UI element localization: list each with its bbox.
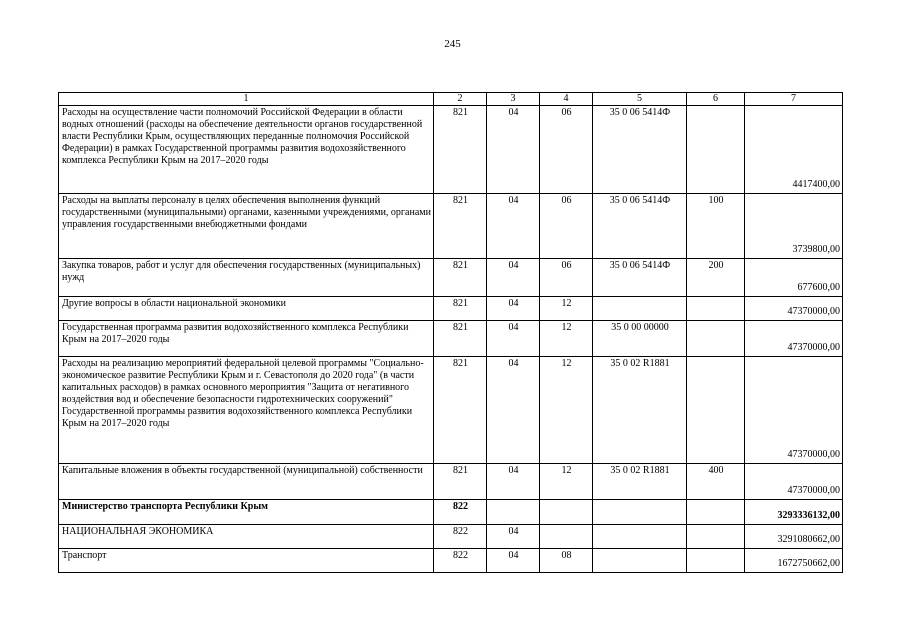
row-cell-2: 821 xyxy=(434,357,487,464)
row-cell-6: 200 xyxy=(687,259,745,297)
row-cell-3: 04 xyxy=(487,259,540,297)
row-cell-5 xyxy=(593,549,687,573)
header-cell-2: 2 xyxy=(434,93,487,106)
table-row xyxy=(59,259,843,297)
row-cell-6 xyxy=(687,297,745,321)
row-cell-4 xyxy=(540,525,593,549)
header-cell-1: 1 xyxy=(59,93,434,106)
row-cell-6 xyxy=(687,500,745,525)
budget-table xyxy=(58,92,843,573)
table-row xyxy=(59,106,843,194)
row-cell-5: 35 0 00 00000 xyxy=(593,321,687,357)
row-cell-4: 12 xyxy=(540,297,593,321)
table-row xyxy=(59,464,843,500)
row-cell-2: 822 xyxy=(434,500,487,525)
table-row xyxy=(59,321,843,357)
row-name-cell: Государственная программа развития водохозяйственного комплекса Республики Крым на 2017–2020 годы xyxy=(59,321,434,357)
row-cell-5: 35 0 06 5414Ф xyxy=(593,259,687,297)
row-sum-cell: 677600,00 xyxy=(745,259,843,297)
row-cell-4: 06 xyxy=(540,106,593,194)
row-cell-5: 35 0 06 5414Ф xyxy=(593,194,687,259)
row-name-cell: Министерство транспорта Республики Крым xyxy=(59,500,434,525)
row-cell-3 xyxy=(487,500,540,525)
row-cell-6 xyxy=(687,549,745,573)
table-row xyxy=(59,525,843,549)
row-cell-2: 822 xyxy=(434,525,487,549)
row-cell-6: 400 xyxy=(687,464,745,500)
row-sum-cell: 3739800,00 xyxy=(745,194,843,259)
row-cell-5 xyxy=(593,297,687,321)
header-cell-4: 4 xyxy=(540,93,593,106)
row-cell-3: 04 xyxy=(487,106,540,194)
row-sum-cell: 47370000,00 xyxy=(745,357,843,464)
row-cell-3: 04 xyxy=(487,464,540,500)
header-cell-3: 3 xyxy=(487,93,540,106)
header-cell-6: 6 xyxy=(687,93,745,106)
row-name-cell: Закупка товаров, работ и услуг для обеспечения государственных (муниципальных) нужд xyxy=(59,259,434,297)
table-row xyxy=(59,500,843,525)
row-cell-5: 35 0 02 R1881 xyxy=(593,464,687,500)
row-cell-3: 04 xyxy=(487,525,540,549)
row-name-cell: НАЦИОНАЛЬНАЯ ЭКОНОМИКА xyxy=(59,525,434,549)
row-sum-cell: 1672750662,00 xyxy=(745,549,843,573)
table-row xyxy=(59,297,843,321)
row-name-cell: Расходы на осуществление части полномочий Российской Федерации в области водных отношений (расходы на обеспечение деятельности органов государственной власти Республики Крым, осуществляющих переданные полномочия Российской Федерации) в рамках Государственной программы развития водохозяйственного комплекса Республики Крым на 2017–2020 годы xyxy=(59,106,434,194)
row-cell-3: 04 xyxy=(487,297,540,321)
row-sum-cell: 3293336132,00 xyxy=(745,500,843,525)
row-cell-4: 06 xyxy=(540,194,593,259)
row-cell-2: 821 xyxy=(434,106,487,194)
row-cell-5 xyxy=(593,525,687,549)
row-cell-3: 04 xyxy=(487,194,540,259)
row-cell-5: 35 0 06 5414Ф xyxy=(593,106,687,194)
row-cell-2: 822 xyxy=(434,549,487,573)
row-cell-6 xyxy=(687,106,745,194)
row-cell-3: 04 xyxy=(487,321,540,357)
row-cell-3: 04 xyxy=(487,357,540,464)
row-name-cell: Капитальные вложения в объекты государственной (муниципальной) собственности xyxy=(59,464,434,500)
row-cell-2: 821 xyxy=(434,194,487,259)
row-cell-4: 12 xyxy=(540,464,593,500)
row-sum-cell: 47370000,00 xyxy=(745,321,843,357)
row-cell-4: 08 xyxy=(540,549,593,573)
row-sum-cell: 4417400,00 xyxy=(745,106,843,194)
row-cell-5: 35 0 02 R1881 xyxy=(593,357,687,464)
row-cell-4: 12 xyxy=(540,357,593,464)
row-cell-3: 04 xyxy=(487,549,540,573)
row-cell-2: 821 xyxy=(434,297,487,321)
row-name-cell: Расходы на выплаты персоналу в целях обеспечения выполнения функций государственными (муниципальными) органами, казенными учреждениями, органами управления государственными внебюджетными фондами xyxy=(59,194,434,259)
row-name-cell: Транспорт xyxy=(59,549,434,573)
row-name-cell: Другие вопросы в области национальной экономики xyxy=(59,297,434,321)
row-cell-2: 821 xyxy=(434,464,487,500)
row-cell-6: 100 xyxy=(687,194,745,259)
page-number: 245 xyxy=(444,38,461,50)
header-row xyxy=(59,93,843,106)
row-cell-4: 12 xyxy=(540,321,593,357)
table-row xyxy=(59,357,843,464)
header-cell-5: 5 xyxy=(593,93,687,106)
header-cell-7: 7 xyxy=(745,93,843,106)
row-cell-4 xyxy=(540,500,593,525)
row-cell-2: 821 xyxy=(434,321,487,357)
row-cell-6 xyxy=(687,357,745,464)
row-cell-5 xyxy=(593,500,687,525)
row-cell-2: 821 xyxy=(434,259,487,297)
table-row xyxy=(59,549,843,573)
table-row xyxy=(59,194,843,259)
row-cell-6 xyxy=(687,321,745,357)
row-cell-4: 06 xyxy=(540,259,593,297)
row-sum-cell: 47370000,00 xyxy=(745,297,843,321)
row-sum-cell: 3291080662,00 xyxy=(745,525,843,549)
row-sum-cell: 47370000,00 xyxy=(745,464,843,500)
row-cell-6 xyxy=(687,525,745,549)
row-name-cell: Расходы на реализацию мероприятий федеральной целевой программы "Социально-экономическое развитие Республики Крым и г. Севастополя до 2020 года" (в части капитальных расходов) в рамках основного мероприятия "Защита от негативного воздействия вод и обеспечение безопасности гидротехнических сооружений" Государственной программы развития водохозяйственного комплекса Республики Крым на 2017–2020 годы xyxy=(59,357,434,464)
